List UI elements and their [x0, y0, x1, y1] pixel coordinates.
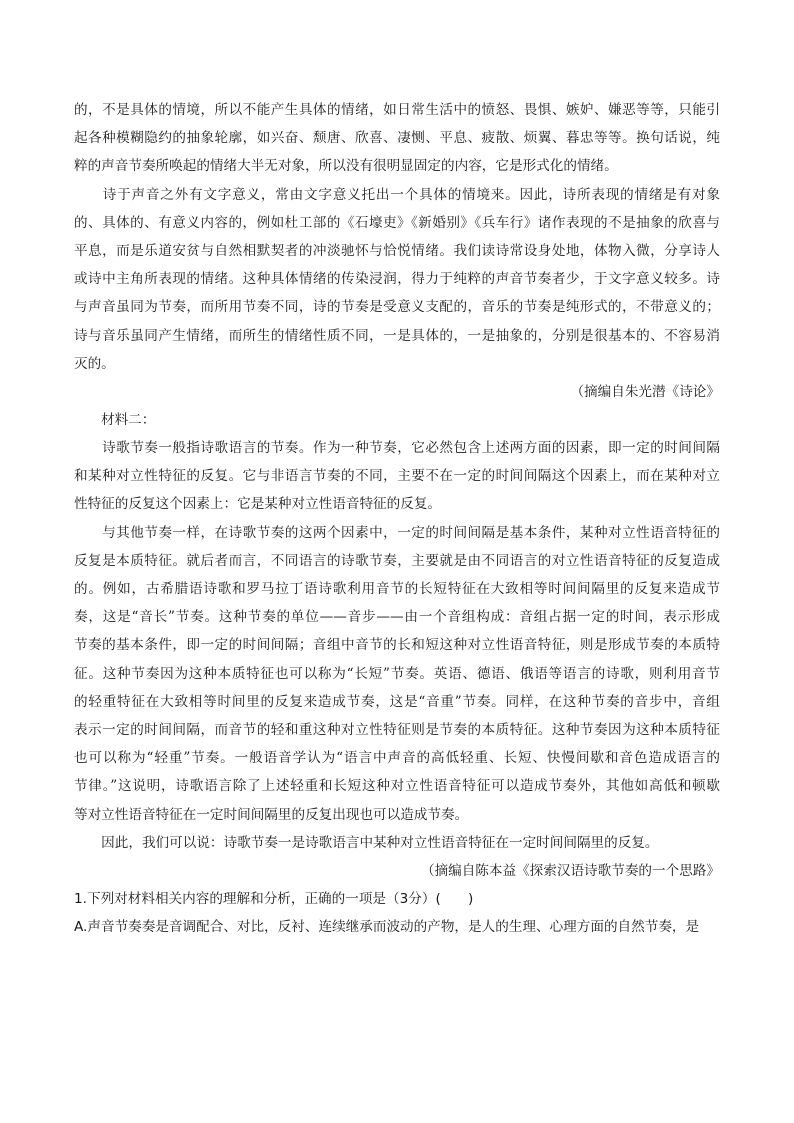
- text-line: 节奏的基本条件，即一定的时间间隔；音组中音节的长和短这种对立性语音特征，则是形成节奏的本质特: [74, 637, 720, 654]
- material2-paragraph-1: [74, 434, 720, 519]
- text-line: 与声音虽同为节奏，而所用节奏不同，诗的节奏是受意义支配的，音乐的节奏是纯形式的，不带意义的；: [74, 299, 720, 316]
- text-line: 灭的。: [74, 355, 115, 372]
- text-line: 与其他节奏一样，在诗歌节奏的这两个因素中，一定的时间间隔是基本条件，某种对立性语音特征的: [74, 524, 720, 541]
- text-line: 的、具体的、有意义内容的，例如杜工部的《石壕吏》《新婚别》《兵车行》诸作表现的不是抽象的欣喜与: [74, 214, 720, 231]
- text-line: 节律。”这说明，诗歌语言除了上述轻重和长短这种对立性语音特征可以造成节奏外，其他如高低和顿歇: [74, 778, 720, 795]
- text-line: 或诗中主角所表现的情绪。这种具体情绪的传染浸润，得力于纯粹的声音节奏者少，于文字意义较多。诗: [74, 271, 720, 288]
- text-line: 和某种对立性特征的反复。它与非语言节奏的不同，主要不在一定的时间间隔这个因素上，而在某种对立: [74, 468, 720, 485]
- text-line: 诗于声音之外有文字意义，常由文字意义托出一个具体的情境来。因此，诗所表现的情绪是有对象: [74, 186, 720, 203]
- text-line: 诗歌节奏一般指诗歌语言的节奏。作为一种节奏，它必然包含上述两方面的因素，即一定的时间间隔: [74, 440, 720, 457]
- material1-paragraph-1: [74, 96, 720, 181]
- text-line: 的轻重特征在大致相等时间里的反复来造成节奏，这是“音重”节奏。同样，在这种节奏的音步中，音组: [74, 693, 720, 710]
- text-line: 奏，这是“音长”节奏。这种节奏的单位——音步——由一个音组构成：音组占据一定的时间，表示形成: [74, 609, 720, 626]
- text-line: 征。这种节奏因为这种本质特征也可以称为“长短”节奏。英语、德语、俄语等语言的诗歌，则利用音节: [74, 665, 720, 682]
- text-line: 性特征的反复这个因素上：它是某种对立性语音特征的反复。: [74, 496, 442, 513]
- question-1-option-a: A.声音节奏奏是音调配合、对比，反衬、连续继承而波动的产物，是人的生理、心理方面的自然节奏，是: [74, 919, 700, 936]
- text-line: 的。例如，古希腊语诗歌和罗马拉丁语诗歌利用音节的长短特征在大致相等时间间隔里的反复来造成节: [74, 581, 720, 598]
- text-line: 诗与音乐虽同产生情绪，而所生的情绪性质不同，一是具体的，一是抽象的，分别是很基本的、不容易消: [74, 327, 720, 344]
- text-line: 表示一定的时间间隔，而音节的轻和重这种对立性特征则是节奏的本质特征。这种节奏因为这种本质特征: [74, 722, 720, 739]
- text-line: 的，不是具体的情境，所以不能产生具体的情绪，如日常生活中的愤怒、畏惧、嫉妒、嫌恶等等，只能引: [74, 102, 720, 118]
- material2-paragraph-3: [74, 829, 720, 857]
- text-line: 也可以称为“轻重”节奏。一般语音学认为“语言中声音的高低轻重、长短、快慢间歇和音色造成语言的: [74, 750, 720, 767]
- text-line: 因此，我们可以说：诗歌节奏一是诗歌语言中某种对立性语音特征在一定时间间隔里的反复。: [74, 834, 659, 851]
- text-line: 平息，而是乐道安贫与自然相默契者的冲淡驰怀与恰悦情绪。我们读诗常设身处地，体物入微，分享诗人: [74, 243, 720, 260]
- text-line: 反复是本质特征。就后者而言，不同语言的诗歌节奏，主要就是由不同语言的对立性语音特征的反复造成: [74, 552, 720, 569]
- material2-paragraph-2: [74, 519, 720, 829]
- material2-label: 材料二：: [101, 412, 156, 429]
- text-line: 等对立性语音特征在一定时间间隔里的反复出现也可以造成节奏。: [74, 806, 469, 823]
- material2-source: （摘编自陈本益《探索汉语诗歌节奏的一个思路》: [420, 863, 720, 880]
- material1-source: （摘编自朱光潜《诗论》: [570, 384, 720, 401]
- question-1-stem: 1.下列对材料相关内容的理解和分析，正确的一项是（3分）( ): [74, 891, 474, 908]
- text-line: 起各种模糊隐约的抽象轮廓，如兴奋、颓唐、欣喜、凄恻、平息、疲散、烦翼、暮忠等等。换句话说，纯: [74, 130, 720, 147]
- material1-paragraph-2: [74, 181, 720, 378]
- text-line: 粹的声音节奏所唤起的情绪大半无对象，所以没有很明显固定的内容，它是形式化的情绪。: [74, 158, 618, 175]
- document-page: [74, 96, 720, 941]
